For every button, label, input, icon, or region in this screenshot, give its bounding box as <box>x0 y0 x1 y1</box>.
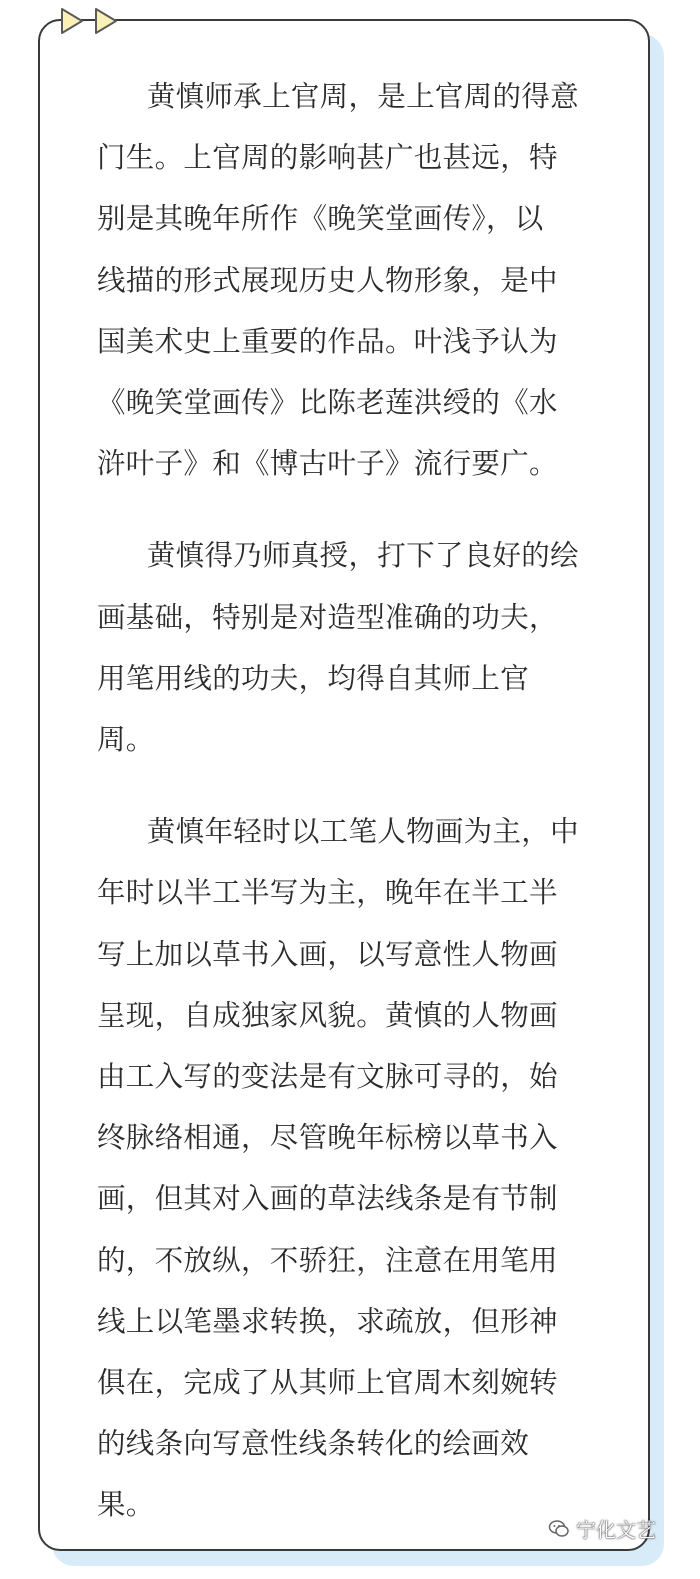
watermark-text: 宁化文艺 <box>576 1518 656 1542</box>
double-triangle-arrow-icon <box>58 6 122 36</box>
paragraph-3: 黄慎年轻时以工笔人物画为主，中 年时以半工半写为主，晚年在半工半 写上加以草书入画，以写意性人物画 呈现，自成独家风貌。黄慎的人物画 由工入写的变法是有文脉可寻的，始 终脉络相通，尽管晚年标榜以草书入 画，但其对入画的草法线条是有节制 的，不放纵，不骄狂，注意在用笔用 线上以笔墨求转换，求疏放，但形神 俱在，完成了从其师上官周木刻婉转 的线条向写意性线条转化的绘画效 果。 <box>97 815 579 1522</box>
article-body <box>97 66 597 1536</box>
watermark <box>548 1514 656 1543</box>
wechat-icon <box>548 1519 570 1539</box>
paragraph-1: 黄慎师承上官周，是上官周的得意 门生。上官周的影响甚广也甚远，特 别是其晚年所作《晚笑堂画传》，以 线描的形式展现历史人物形象，是中 国美术史上重要的作品。叶浅予认为 《晚笑堂画传》比陈老莲洪绶的《水 浒叶子》和《博古叶子》流行要广。 <box>97 80 579 481</box>
paragraph-2: 黄慎得乃师真授，打下了良好的绘 画基础，特别是对造型准确的功夫， 用笔用线的功夫，均得自其师上官 周。 <box>97 539 579 757</box>
